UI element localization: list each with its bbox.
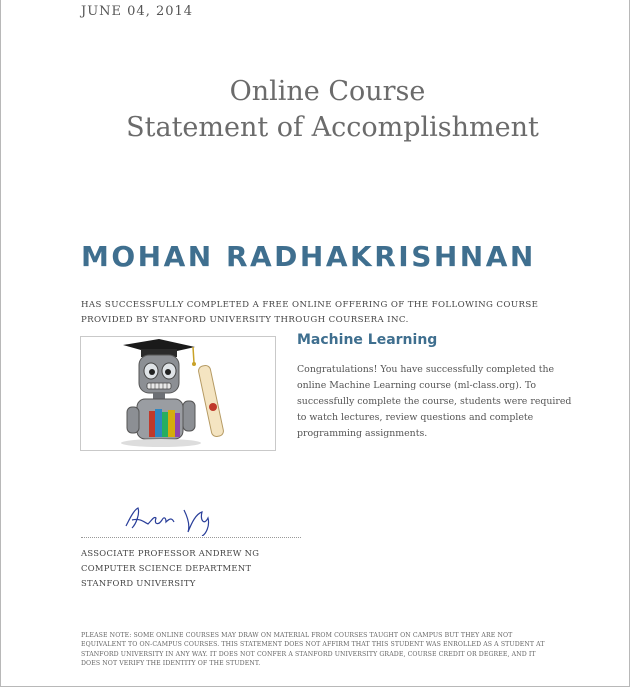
signer-department: COMPUTER SCIENCE DEPARTMENT [81,563,252,573]
signer-university: STANFORD UNIVERSITY [81,578,196,588]
title-line-1: Online Course [229,76,426,107]
completion-statement-line-2: PROVIDED BY STANFORD UNIVERSITY THROUGH COURSERA INC. [81,315,409,325]
completion-statement [81,298,538,328]
completion-statement-line-1: HAS SUCCESSFULLY COMPLETED A FREE ONLINE OFFERING OF THE FOLLOWING COURSE [81,300,539,310]
signer-name: ASSOCIATE PROFESSOR ANDREW NG [81,548,260,558]
course-title: Machine Learning [297,332,438,348]
title-line-2: Statement of Accomplishment [126,112,539,143]
signature-line [81,537,301,538]
issue-date: JUNE 04, 2014 [81,4,194,19]
signature-image [118,496,228,536]
course-image [80,336,276,451]
graduate-robot-illustration [81,337,275,450]
disclaimer-note: PLEASE NOTE: SOME ONLINE COURSES MAY DRAW ON MATERIAL FROM COURSES TAUGHT ON CAMPUS BUT THEY ARE NOT EQUIVALENT TO ON-CAMPUS COURSES. THIS STATEMENT DOES NOT AFFIRM THAT THIS STUDENT WAS ENROLLED AS A STUDENT AT STANFORD UNIVERSITY IN ANY WAY. IT DOES NOT CONFER A STANFORD UNIVERSITY GRADE, COURSE CREDIT OR DEGREE, AND IT DOES NOT VERIFY THE IDENTITY OF THE STUDENT. [81,632,545,668]
course-description: Congratulations! You have successfully completed the online Machine Learning course (ml-class.org). To successfully complete the course, students were required to watch lectures, review questions and complete programming assignments. [297,364,572,439]
recipient-name: MOHAN RADHAKRISHNAN [81,240,536,273]
certificate-title [0,74,630,146]
signer-block [81,546,259,591]
